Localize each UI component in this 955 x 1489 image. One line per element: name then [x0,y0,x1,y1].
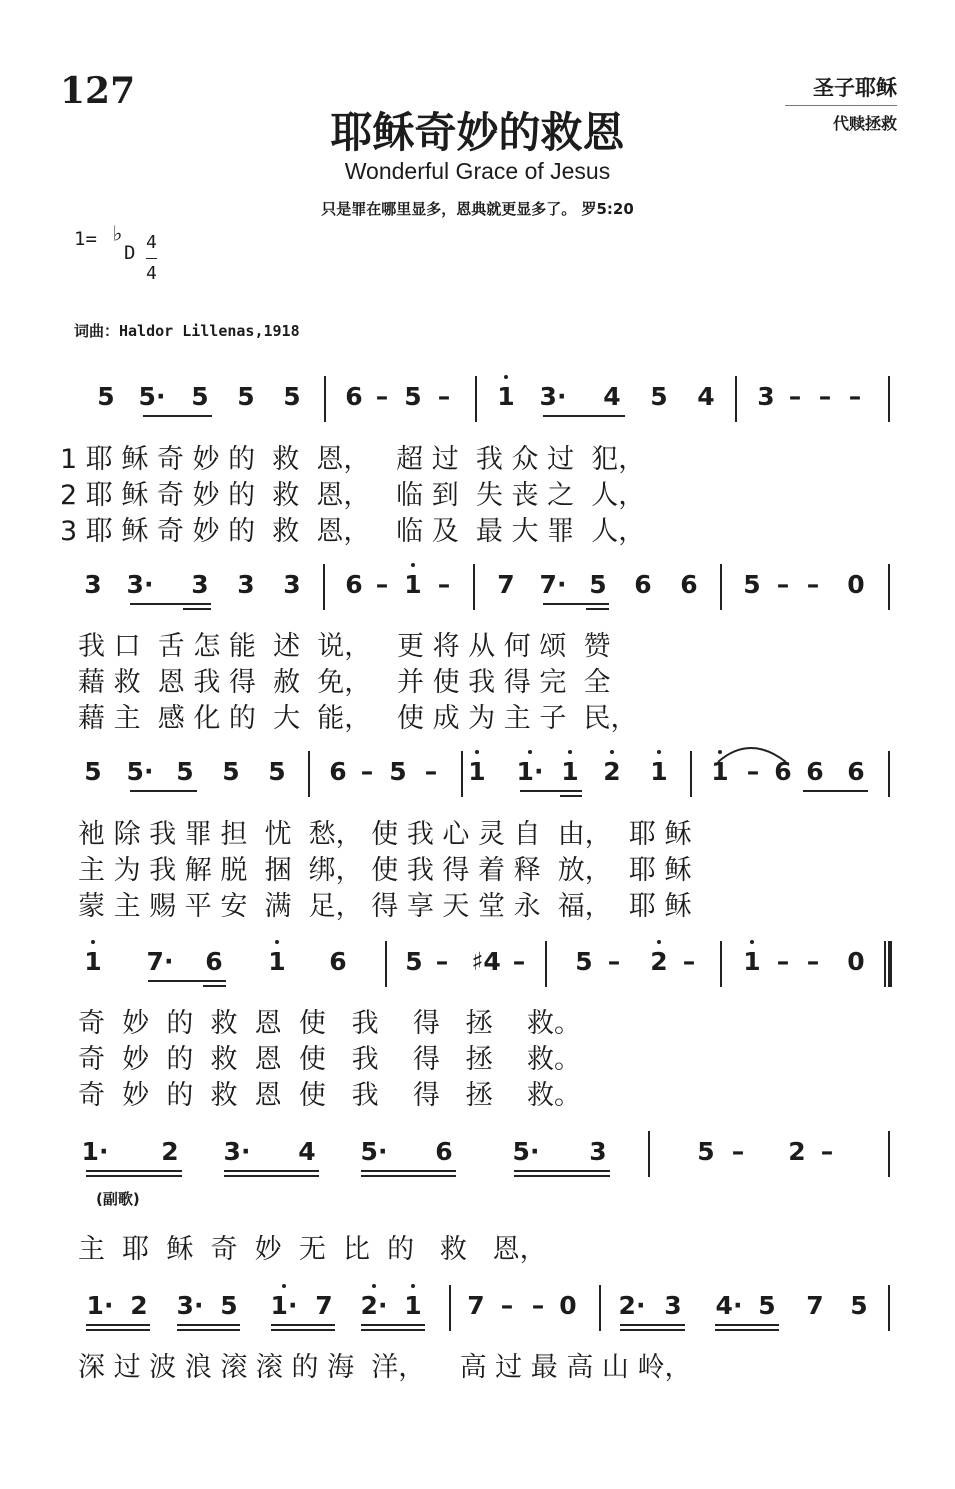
line5-note-8: 5 [697,1137,715,1166]
line6-high-dot-2 [411,1284,415,1288]
line5-underline2-2 [361,1175,456,1177]
line1-note-0: 5 [97,382,115,411]
line2-note-10: 7· [539,570,567,599]
key-signature [74,222,157,284]
line3-note-6: – [360,757,374,786]
hymn-subtitle: Wonderful Grace of Jesus [344,158,611,184]
line4-note-13: 1 [743,947,761,976]
line5-underline2-0 [86,1175,182,1177]
line6-note-16: 7 [806,1291,824,1320]
line3-underline-2 [803,790,868,792]
line4-note-5: 5 [405,947,423,976]
line4-barline-2 [720,941,722,987]
line1-note-13: 4 [697,382,715,411]
line4-note-12: – [682,947,696,976]
line2-underline-0 [130,603,211,605]
line4-high-dot-1 [275,940,279,944]
subcategory-label: 代赎拯救 [832,114,897,133]
lyrics-line4-verse1: 奇 妙 的 救 恩 使 我 得 拯 救。 [78,1008,581,1039]
line2-note-11: 5 [589,570,607,599]
line1-note-3: 5 [237,382,255,411]
line2-underline-1 [543,603,609,605]
meter-bottom: 4 [146,258,157,289]
line1-note-12: 5 [650,382,668,411]
line2-note-9: 7 [497,570,515,599]
lyrics-line3-verse1: 衪 除 我 罪 担 忧 愁， 使 我 心 灵 自 由， 耶 稣 [78,819,692,850]
line6-note-3: 5 [220,1291,238,1320]
lyrics-line4-verse2: 奇 妙 的 救 恩 使 我 得 拯 救。 [78,1044,581,1075]
lyrics-line2-verse3: 藉 主 感 化 的 大 能， 使 成 为 主 子 民， [78,703,638,734]
category-label: 圣子耶稣 [785,72,897,106]
line6-note-7: 1 [404,1291,422,1320]
line3-high-dot-1 [528,750,532,754]
line4-note-8: – [512,947,526,976]
chorus-label: (副歌) [96,1190,140,1208]
line5-note-0: 1· [81,1137,109,1166]
line4-note-10: – [607,947,621,976]
lyrics-line2-verse1: 我 口 舌 怎 能 述 说， 更 将 从 何 颂 赞 [78,631,611,662]
line1-high-dot-0 [504,375,508,379]
line1-note-15: – [788,382,802,411]
line1-note-14: 3 [757,382,775,411]
slur-path [718,748,786,762]
line3-underline2-0 [560,795,582,797]
line2-barline-2 [720,564,722,610]
line2-note-13: 6 [680,570,698,599]
line5-note-4: 5· [360,1137,388,1166]
line4-note-7: ♯4 [471,947,501,976]
line3-note-9: 1 [468,757,486,786]
line5-note-1: 2 [161,1137,179,1166]
line6-note-6: 2· [360,1291,388,1320]
lyrics-line2-verse2: 藉 救 恩 我 得 赦 免， 并 使 我 得 完 全 [78,667,611,698]
line1-note-10: 3· [539,382,567,411]
line2-underline2-1 [586,608,609,610]
line2-high-dot-0 [411,563,415,567]
line3-note-4: 5 [268,757,286,786]
line4-underline2-0 [203,985,226,987]
slur-arc [712,736,832,766]
key-prefix: 1= [74,228,97,250]
line6-note-12: 2· [618,1291,646,1320]
line2-note-15: – [776,570,790,599]
line1-barline-3 [888,376,890,422]
line6-underline-2 [271,1324,335,1326]
line5-note-3: 4 [298,1137,316,1166]
line6-high-dot-0 [282,1284,286,1288]
line3-barline-2 [690,751,692,797]
line2-note-2: 3 [191,570,209,599]
line1-note-16: – [818,382,832,411]
line3-note-18: 6 [847,757,865,786]
line4-underline-0 [148,980,226,982]
lyrics-line1-verse1: 1 耶 稣 奇 妙 的 救 恩， 超 过 我 众 过 犯， [60,444,646,475]
lyrics-line3-verse3: 蒙 主 赐 平 安 满 足， 得 享 天 堂 永 福， 耶 稣 [78,891,692,922]
line3-note-8: – [424,757,438,786]
line6-underline-4 [620,1324,685,1326]
line4-high-dot-0 [91,940,95,944]
line2-note-6: – [375,570,389,599]
line5-note-11: – [820,1137,834,1166]
hymn-title: 耶稣奇妙的救恩 [330,108,625,157]
line6-note-9: – [500,1291,514,1320]
line3-note-17: 6 [806,757,824,786]
line1-note-6: – [375,382,389,411]
line4-note-9: 5 [575,947,593,976]
line4-high-dot-3 [750,940,754,944]
line6-note-17: 5 [850,1291,868,1320]
line2-note-7: 1 [404,570,422,599]
scripture-reference: 只是罪在哪里显多，恩典就更显多了。 罗5:20 [321,200,634,218]
line2-note-0: 3 [84,570,102,599]
line5-barline-0 [648,1131,650,1177]
line6-underline-0 [86,1324,150,1326]
line6-underline2-1 [177,1329,240,1331]
line6-underline2-2 [271,1329,335,1331]
line2-note-5: 6 [345,570,363,599]
line1-note-9: 1 [497,382,515,411]
line5-underline2-3 [514,1175,610,1177]
line6-note-5: 7 [315,1291,333,1320]
lyrics-line1-verse3: 3 耶 稣 奇 妙 的 救 恩， 临 及 最 大 罪 人， [60,516,646,547]
line6-underline2-5 [715,1329,779,1331]
line6-note-15: 5 [758,1291,776,1320]
line1-note-4: 5 [283,382,301,411]
line4-note-11: 2 [650,947,668,976]
line5-note-2: 3· [223,1137,251,1166]
line4-final-barline [884,941,892,987]
line1-note-11: 4 [603,382,621,411]
lyrics-line4-verse3: 奇 妙 的 救 恩 使 我 得 拯 救。 [78,1080,581,1111]
line4-note-4: 6 [329,947,347,976]
line3-note-3: 5 [222,757,240,786]
lyrics-line1-verse2: 2 耶 稣 奇 妙 的 救 恩， 临 到 失 丧 之 人， [60,480,646,511]
line4-note-2: 6 [205,947,223,976]
line3-underline-1 [520,790,582,792]
line6-note-10: – [531,1291,545,1320]
line3-note-2: 5 [176,757,194,786]
line3-note-11: 1 [561,757,579,786]
line5-note-9: – [731,1137,745,1166]
line4-barline-1 [545,941,547,987]
line2-underline2-0 [183,608,211,610]
line2-note-17: 0 [847,570,865,599]
line1-underline-1 [543,415,625,417]
line4-barline-0 [385,941,387,987]
line6-high-dot-1 [372,1284,376,1288]
line5-barline-1 [888,1131,890,1177]
line3-barline-1 [461,751,463,797]
line1-underline-0 [143,415,212,417]
line6-note-2: 3· [176,1291,204,1320]
line6-underline2-3 [361,1329,425,1331]
line5-note-6: 5· [512,1137,540,1166]
line3-note-10: 1· [516,757,544,786]
line1-note-2: 5 [191,382,209,411]
line3-note-13: 1 [650,757,668,786]
composer-credit: 词曲：Haldor Lillenas,1918 [74,322,300,340]
line3-barline-3 [888,751,890,797]
line6-underline-5 [715,1324,779,1326]
line6-note-4: 1· [270,1291,298,1320]
line4-note-16: 0 [847,947,865,976]
line6-note-14: 4· [715,1291,743,1320]
line6-barline-2 [888,1285,890,1331]
line1-note-17: – [848,382,862,411]
lyrics-chorus-line1: 主 耶 稣 奇 妙 无 比 的 救 恩， [78,1234,547,1265]
line2-note-14: 5 [743,570,761,599]
line5-underline-3 [514,1170,610,1172]
line5-underline2-1 [224,1175,319,1177]
line6-note-11: 0 [559,1291,577,1320]
line2-note-8: – [437,570,451,599]
line1-barline-1 [475,376,477,422]
line3-high-dot-2 [568,750,572,754]
line4-note-3: 1 [268,947,286,976]
line2-note-4: 3 [283,570,301,599]
line3-note-14: 1 [711,757,729,786]
line5-underline-2 [361,1170,456,1172]
line2-note-16: – [806,570,820,599]
line2-barline-0 [323,564,325,610]
line5-note-7: 3 [589,1137,607,1166]
line4-note-0: 1 [84,947,102,976]
line6-note-8: 7 [467,1291,485,1320]
line3-note-7: 5 [389,757,407,786]
line3-note-1: 5· [126,757,154,786]
line5-note-10: 2 [788,1137,806,1166]
line4-note-6: – [435,947,449,976]
line3-barline-0 [308,751,310,797]
line1-note-7: 5 [404,382,422,411]
line2-barline-3 [888,564,890,610]
line4-note-14: – [776,947,790,976]
line4-note-1: 7· [146,947,174,976]
line1-barline-0 [324,376,326,422]
flat-symbol: ♭ [111,222,125,247]
time-signature [146,228,157,289]
line1-note-1: 5· [138,382,166,411]
line6-underline2-0 [86,1329,150,1331]
key-note: D [124,242,136,264]
line2-barline-1 [473,564,475,610]
line2-note-3: 3 [237,570,255,599]
line6-note-0: 1· [86,1291,114,1320]
line2-note-12: 6 [634,570,652,599]
line6-underline2-4 [620,1329,685,1331]
line3-note-5: 6 [329,757,347,786]
line6-note-13: 3 [664,1291,682,1320]
line3-note-12: 2 [603,757,621,786]
lyrics-line3-verse2: 主 为 我 解 脱 捆 绑， 使 我 得 着 释 放， 耶 稣 [78,855,692,886]
line2-note-1: 3· [126,570,154,599]
line3-note-16: 6 [774,757,792,786]
line1-barline-2 [735,376,737,422]
line3-note-0: 5 [84,757,102,786]
line3-underline-0 [130,790,197,792]
lyrics-chorus-line2: 深 过 波 浪 滚 滚 的 海 洋， 高 过 最 高 山 岭， [78,1352,692,1383]
hymn-number: 127 [60,70,136,112]
line3-high-dot-4 [657,750,661,754]
line3-note-15: – [746,757,760,786]
line5-note-5: 6 [435,1137,453,1166]
line6-barline-0 [449,1285,451,1331]
line6-note-1: 2 [130,1291,148,1320]
line4-high-dot-2 [657,940,661,944]
line6-barline-1 [599,1285,601,1331]
line6-underline-1 [177,1324,240,1326]
line3-high-dot-0 [475,750,479,754]
line5-underline-1 [224,1170,319,1172]
line3-high-dot-3 [610,750,614,754]
line5-underline-0 [86,1170,182,1172]
line6-underline-3 [361,1324,425,1326]
line1-note-5: 6 [345,382,363,411]
line4-note-15: – [806,947,820,976]
line1-note-8: – [437,382,451,411]
meter-top: 4 [146,232,157,253]
